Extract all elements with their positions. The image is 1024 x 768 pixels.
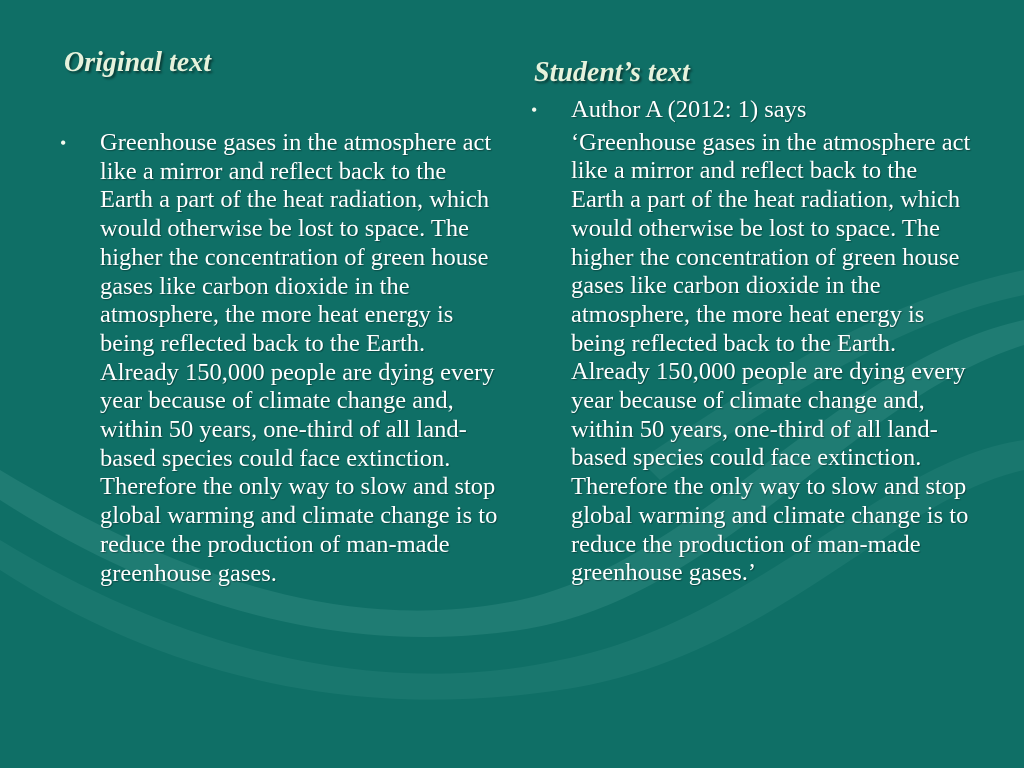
original-paragraph: Greenhouse gases in the atmosphere act like a mirror and reflect back to the Earth a part of the heat radiation, which would otherwise be lost to space. The higher the concentration of green house gases like carbon dioxide in the atmosphere, the more heat energy is being reflected back to the Earth. Already 150,000 people are dying every year because of climate change and, within 50 years, one-third of all land-based species could face extinction. Therefore the only way to slow and stop global warming and climate change is to reduce the production of man-made greenhouse gases.	[100, 129, 498, 587]
student-text-body	[531, 96, 971, 588]
student-citation: Author A (2012: 1) says	[571, 96, 807, 123]
original-text-heading: Original text	[64, 47, 212, 78]
bullet-icon: •	[60, 133, 67, 153]
original-text-bullet	[60, 129, 500, 588]
student-quote: ‘Greenhouse gases in the atmosphere act like a mirror and reflect back to the Earth a part of the heat radiation, which would otherwise be lost to space. The higher the concentration of green house gases like carbon dioxide in the atmosphere, the more heat energy is being reflected back to the Earth. Already 150,000 people are dying every year because of climate change and, within 50 years, one-third of all land-based species could face extinction. Therefore the only way to slow and stop global warming and climate change is to reduce the production of man-made greenhouse gases.’	[571, 128, 971, 587]
student-text-bullet	[531, 96, 971, 125]
student-text-heading: Student’s text	[534, 57, 690, 88]
original-text-body	[60, 129, 500, 588]
bullet-icon: •	[531, 100, 538, 120]
